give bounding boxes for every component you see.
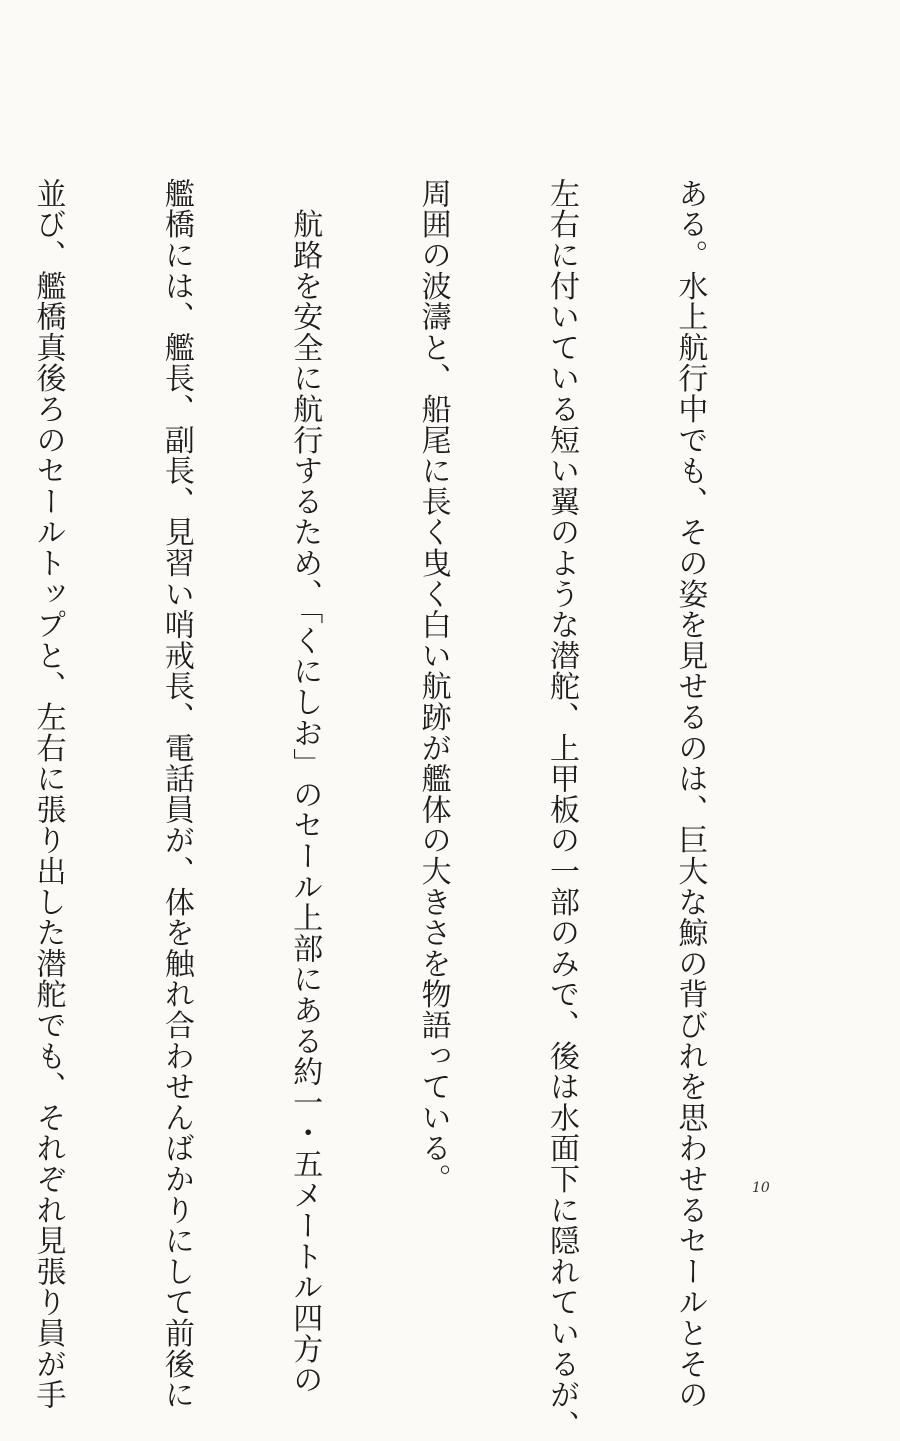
text-line: 左右に付いている短い翼のような潜舵、上甲板の一部のみで、後は水面下に隠れているが、 <box>544 178 580 1441</box>
text-line: ある。水上航行中でも、その姿を見せるのは、巨大な鯨の背びれを思わせるセールとその <box>672 178 708 1410</box>
text-line: 航路を安全に航行するため、「くにしお」のセール上部にある約一・五メートル四方の <box>287 178 323 1395</box>
text-line: 並び、艦橋真後ろのセールトップと、左右に張り出した潜舵でも、それぞれ見張り員が手 <box>30 178 66 1410</box>
text-line: 周囲の波濤と、船尾に長く曳く白い航跡が艦体の大きさを物語っている。 <box>415 178 451 1195</box>
page-number: 10 <box>752 1180 770 1196</box>
text-line: 艦橋には、艦長、副長、見習い哨戒長、電話員が、体を触れ合わせんばかりにして前後に <box>158 178 194 1410</box>
